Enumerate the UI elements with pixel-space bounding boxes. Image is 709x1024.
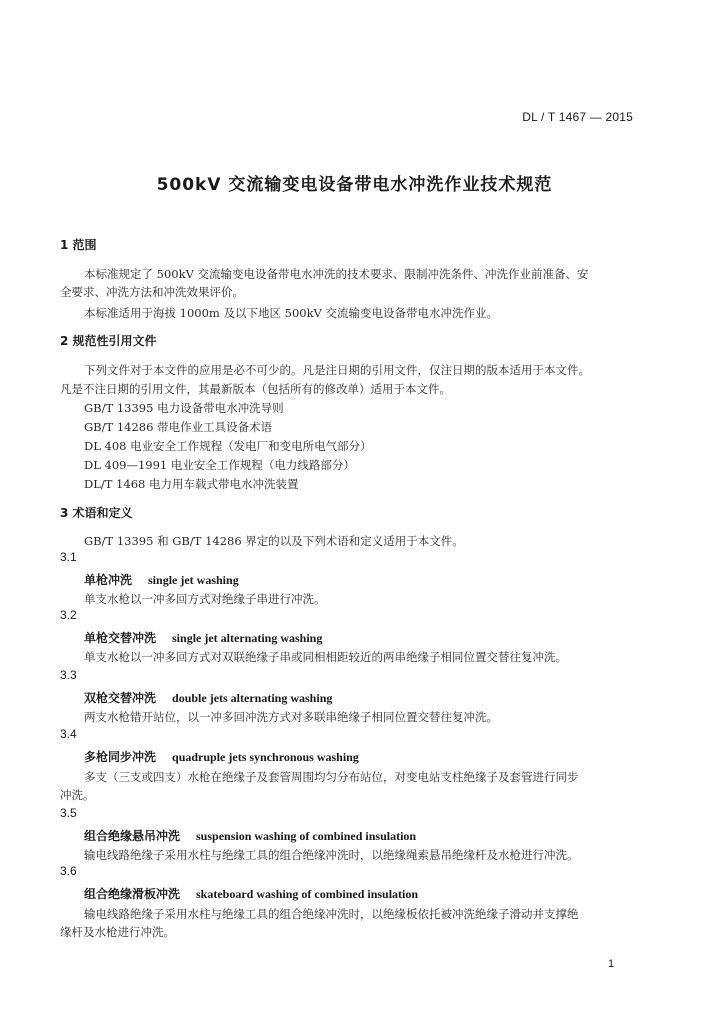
term-number: 3.2 bbox=[60, 608, 77, 622]
page-number: 1 bbox=[608, 958, 615, 970]
section-3-intro: GB/T 13395 和 GB/T 14286 界定的以及下列术语和定义适用于本文件。 bbox=[84, 534, 464, 548]
section-1-heading: 1 范围 bbox=[60, 238, 97, 252]
term-title bbox=[84, 885, 418, 902]
reference-item: GB/T 14286 带电作业工具设备术语 bbox=[84, 420, 273, 434]
term-title bbox=[84, 748, 359, 765]
term-definition: 单支水枪以一冲多回方式对双联绝缘子串或同相相距较近的两串绝缘子相同位置交替往复冲洗。 bbox=[84, 650, 567, 664]
term-cn: 单枪冲洗 bbox=[84, 573, 133, 587]
term-en: suspension washing of combined insulation bbox=[196, 829, 417, 843]
section-2-paragraph-line-1: 下列文件对于本文件的应用是必不可少的。凡是注日期的引用文件，仅注日期的版本适用于本文件。 bbox=[84, 363, 590, 377]
term-number: 3.3 bbox=[60, 668, 77, 682]
reference-item: GB/T 13395 电力设备带电水冲洗导则 bbox=[84, 401, 284, 415]
standard-code: DL / T 1467 — 2015 bbox=[522, 110, 633, 124]
term-en: single jet alternating washing bbox=[172, 631, 323, 645]
section-1-paragraph-2: 本标准适用于海拔 1000m 及以下地区 500kV 交流输变电设备带电水冲洗作业。 bbox=[84, 306, 499, 320]
term-definition-continued: 冲洗。 bbox=[60, 788, 95, 802]
term-cn: 组合绝缘悬吊冲洗 bbox=[84, 829, 181, 843]
term-definition: 输电线路绝缘子采用水柱与绝缘工具的组合绝缘冲洗时，以绝缘板依托被冲洗绝缘子滑动并支撑绝 bbox=[84, 907, 579, 921]
term-en: quadruple jets synchronous washing bbox=[172, 750, 359, 764]
term-en: skateboard washing of combined insulation bbox=[196, 887, 419, 901]
section-2-heading: 2 规范性引用文件 bbox=[60, 334, 157, 348]
term-title bbox=[84, 689, 332, 706]
reference-item: DL 408 电业安全工作规程（发电厂和变电所电气部分） bbox=[84, 439, 372, 453]
term-cn: 双枪交替冲洗 bbox=[84, 691, 157, 705]
section-1-paragraph-1-line-1: 本标准规定了 500kV 交流输变电设备带电水冲洗的技术要求、限制冲洗条件、冲洗作业前准备、安 bbox=[84, 267, 589, 281]
term-definition: 多支（三支或四支）水枪在绝缘子及套管周围均匀分布站位，对变电站支柱绝缘子及套管进行同步 bbox=[84, 770, 579, 784]
term-en: single jet washing bbox=[148, 573, 239, 587]
term-cn: 多枪同步冲洗 bbox=[84, 750, 157, 764]
term-definition: 单支水枪以一冲多回方式对绝缘子串进行冲洗。 bbox=[84, 592, 326, 606]
term-number: 3.1 bbox=[60, 550, 77, 564]
term-cn: 单枪交替冲洗 bbox=[84, 631, 157, 645]
term-definition: 输电线路绝缘子采用水柱与绝缘工具的组合绝缘冲洗时，以绝缘绳索悬吊绝缘杆及水枪进行冲洗。 bbox=[84, 848, 579, 862]
section-2-paragraph-line-2: 凡是不注日期的引用文件，其最新版本（包括所有的修改单）适用于本文件。 bbox=[60, 382, 451, 396]
term-title bbox=[84, 827, 416, 844]
term-title bbox=[84, 629, 322, 646]
term-title bbox=[84, 571, 239, 588]
term-definition-continued: 缘杆及水枪进行冲洗。 bbox=[60, 925, 175, 939]
term-cn: 组合绝缘滑板冲洗 bbox=[84, 887, 181, 901]
term-en: double jets alternating washing bbox=[172, 691, 333, 705]
term-definition: 两支水枪错开站位，以一冲多回冲洗方式对多联串绝缘子相同位置交替往复冲洗。 bbox=[84, 710, 498, 724]
document-title: 500kV 交流输变电设备带电水冲洗作业技术规范 bbox=[156, 175, 553, 195]
reference-item: DL 409—1991 电业安全工作规程（电力线路部分） bbox=[84, 458, 355, 472]
section-1-paragraph-1-line-2: 全要求、冲洗方法和冲洗效果评价。 bbox=[60, 285, 244, 299]
section-3-heading: 3 术语和定义 bbox=[60, 506, 133, 520]
reference-item: DL/T 1468 电力用车载式带电水冲洗装置 bbox=[84, 477, 299, 491]
term-number: 3.6 bbox=[60, 864, 77, 878]
term-number: 3.5 bbox=[60, 806, 77, 820]
term-number: 3.4 bbox=[60, 727, 77, 741]
